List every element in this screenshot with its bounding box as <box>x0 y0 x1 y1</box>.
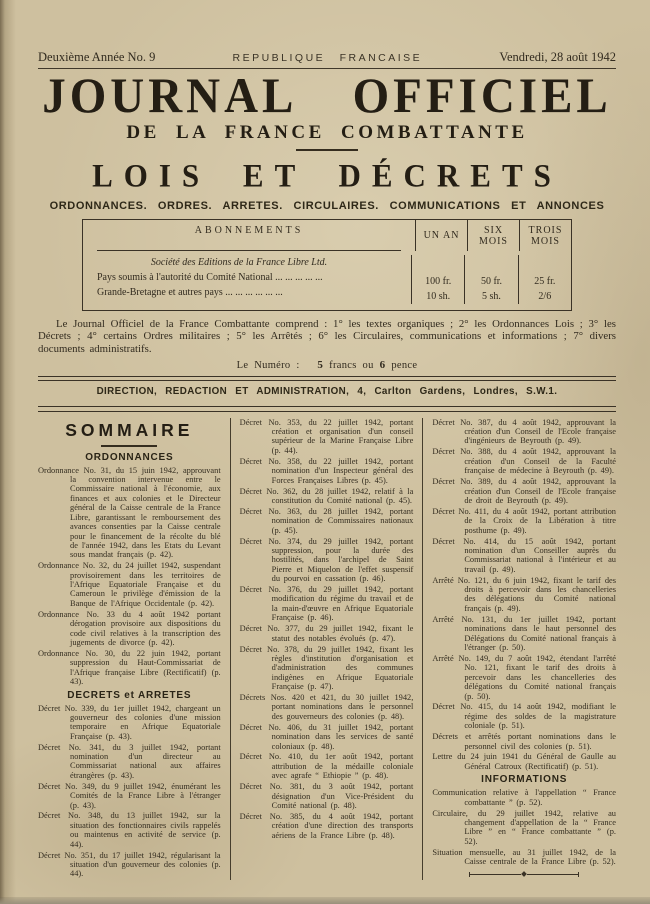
toc-entry: Décret No. 411, du 4 août 1942, portant attribution de la Croix de la Libération à titre posthume (p. 49). <box>432 506 616 535</box>
subscriptions-body <box>83 251 571 310</box>
section-title: LOIS ET DÉCRETS <box>92 156 562 194</box>
toc-entry: Décret No. 414, du 15 août 1942, portant nomination d'un Conseiller auprès du Commissariat national à l'intérieur et au travail (p. 49). <box>432 536 616 574</box>
toc-entry: Arrêté No. 149, du 7 août 1942, étendant l'arrêté No. 121, fixant le tarif des droits à percevoir dans les chancelleries des délégations du Comité national français (p. 50). <box>432 653 616 701</box>
table-row: Grande-Bretagne et autres pays ... ... ... ... ... ... <box>97 286 283 298</box>
toc-entry: Décret No. 385, du 4 août 1942, portant création d'une direction des transports aériens de la France Libre (p. 48). <box>239 811 414 840</box>
toc-entry: Ordonnance No. 30, du 22 juin 1942, portant suppression du Haut-Commissariat de l'Afrique française Libre (Rectificatif) (p. 43). <box>38 648 221 687</box>
end-divider <box>469 872 579 877</box>
toc-entry: Décret No. 349, du 9 juillet 1942, énumérant les Comités de la France Libre à l'étranger (p. 43). <box>38 781 221 810</box>
price-francs: 5 <box>317 358 324 371</box>
col-abonnements: ABONNEMENTS <box>97 220 401 251</box>
price-cell: 10 sh. <box>426 290 451 302</box>
toc-entry: Ordonnance No. 32, du 24 juillet 1942, suspendant provisoirement dans les territoires de l'Afrique Equatoriale Française et du Cameroun le privilège d'émission de la Banque de l'Afrique Occidentale (p. 42). <box>38 561 221 608</box>
col-un-an: UN AN <box>415 220 467 251</box>
toc-entry: Décret No. 377, du 29 juillet 1942, fixant le statut des notables évolués (p. 47). <box>239 624 414 643</box>
title-divider <box>296 149 358 151</box>
toc-entry: Décret No. 341, du 3 juillet 1942, portant nomination d'un directeur au Commissariat national aux affaires étrangères (p. 43). <box>38 742 221 780</box>
section-kinds: ORDONNANCES. ORDRES. ARRETES. CIRCULAIRES. COMMUNICATIONS ET ANNONCES <box>49 199 605 212</box>
toc-entry: Décrets et arrêtés portant nominations dans le personnel civil des colonies (p. 51). <box>432 732 616 751</box>
sommaire-title: SOMMAIRE <box>65 419 194 440</box>
toc-entry: Décret No. 406, du 31 juillet 1942, portant nomination dans les services de santé coloniaux (p. 48). <box>239 722 414 751</box>
toc-entry: Décret No. 358, du 22 juillet 1942, portant nomination d'un Inspecteur général des Forces Françaises Libres (p. 45). <box>239 456 414 485</box>
price-label: Le Numéro : <box>236 359 300 371</box>
toc-entry: Décret No. 389, du 4 août 1942, approuvant la création d'un Conseil de l'Ecole française de droit de Beyrouth (p. 49). <box>432 477 616 505</box>
toc-entry: Décret No. 410, du 1er août 1942, portant attribution de la médaille coloniale avec agrafe “ Ethiopie ” (p. 48). <box>239 752 414 781</box>
price-col-trois-mois <box>518 255 571 304</box>
toc-entry: Décret No. 388, du 4 août 1942, approuvant la création d'un Conseil de la Faculté française de médecine à Beyrouth (p. 49). <box>432 447 616 476</box>
publisher-name: Société des Editions de la France Libre Ltd. <box>150 256 328 268</box>
toc-entry: Décret No. 363, du 28 juillet 1942, portant nomination de Commissaires nationaux (p. 45). <box>239 506 414 535</box>
toc-entry: Décret No. 415, du 14 août 1942, modifiant le régime des soldes de la magistrature coloniale (p. 51). <box>432 702 616 731</box>
col-trois-mois: TROIS MOIS <box>519 220 571 251</box>
toc-heading-informations: INFORMATIONS <box>481 774 568 786</box>
sommaire-column-1 <box>38 418 231 881</box>
toc-entry: Décret No. 387, du 4 août 1942, approuvant la création d'un Conseil de l'Ecole française d'ingénieurs de Beyrouth (p. 49). <box>432 417 616 446</box>
toc-heading-decrets-arretes: DECRETS et ARRETES <box>67 689 192 701</box>
double-rule-bottom <box>38 406 616 412</box>
toc-heading-ordonnances: ORDONNANCES <box>85 451 174 463</box>
subscriptions-table <box>82 219 572 311</box>
toc-entry: Arrêté No. 121, du 6 juin 1942, fixant le tarif des droits à percevoir dans les chancelleries des délégations du Comité national français (p. 49). <box>432 575 616 613</box>
price-cell: 100 fr. <box>425 275 452 287</box>
sommaire-column-2 <box>231 418 424 881</box>
price-cell: 50 fr. <box>480 275 503 287</box>
toc-entry: Décret No. 362, du 28 juillet 1942, relatif à la constitution du Comité national (p. 45). <box>239 486 414 505</box>
price-cell: 5 sh. <box>482 290 501 302</box>
price-cell: 25 fr. <box>534 275 556 287</box>
toc-entry: Ordonnance No. 33 du 4 août 1942 portant dérogation provisoire aux dispositions du code civil relatives à la transcription des jugements de divorce (p. 42). <box>38 609 221 647</box>
masthead-row <box>38 50 616 65</box>
sommaire-title-rule <box>101 445 157 447</box>
toc-entry: Décrets Nos. 420 et 421, du 30 juillet 1942, portant nominations dans le personnel des gouverneurs des colonies (p. 48). <box>239 693 414 721</box>
toc-entry: Communication relative à l'appellation “ France combattante ” (p. 52). <box>432 788 616 807</box>
toc-entry: Décret No. 351, du 17 juillet 1942, régularisant la situation d'un gouverneur des colonies (p. 44). <box>38 850 221 879</box>
toc-entry: Décret No. 348, du 13 juillet 1942, sur la situation des fonctionnaires civils rappelés ou maintenus en activité de service (p. 44). <box>38 811 221 849</box>
direction-address: DIRECTION, REDACTION ET ADMINISTRATION, 4, Carlton Gardens, Londres, S.W.1. <box>96 386 558 398</box>
subscriptions-labels <box>83 255 411 304</box>
subscriptions-prices <box>411 255 571 304</box>
price-col-six-mois <box>464 255 517 304</box>
toc-entry: Décret No. 353, du 22 juillet 1942, portant création et organisation d'un conseil supérieur de la Marine Française Libre (p. 44). <box>239 417 414 455</box>
col-six-mois: SIX MOIS <box>467 220 519 251</box>
sommaire-section <box>38 418 616 881</box>
issue-date: Vendredi, 28 août 1942 <box>499 50 616 64</box>
republic-label: REPUBLIQUE FRANCAISE <box>232 52 423 64</box>
contents-notice: Le Journal Officiel de la France Combattante comprend : 1° les textes organiques ; 2° les Ordonnances Lois ; 3° les Décrets ; 4° certains Ordres militaires ; 5° les Arrêtés ; 6° les Circulaires, communications et informations ; 7° divers documents administratifs. <box>38 317 616 356</box>
toc-entry: Décret No. 376, du 29 juillet 1942, portant modification du régime du travail et de la main-d'œuvre en Afrique Equatoriale Française (p. 46). <box>239 585 414 623</box>
price-line: Le Numéro : 5 francs ou 6 pence <box>236 358 418 371</box>
toc-entry: Décret No. 378, du 29 juillet 1942, fixant les règles d'institution d'organisation et d'administration des communes indigènes en Afrique Equatoriale Française (p. 47). <box>239 644 414 692</box>
toc-entry: Arrêté No. 131, du 1er juillet 1942, portant nominations dans le haut personnel des Délégations du Comité national français à l'étranger (p. 50). <box>432 614 616 652</box>
journal-subtitle: DE LA FRANCE COMBATTANTE <box>126 121 528 143</box>
toc-entry: Situation mensuelle, au 31 juillet 1942, de la Caisse centrale de la France Libre (p. 52). <box>432 847 616 867</box>
price-cell: 2/6 <box>538 290 552 302</box>
toc-entry: Lettre du 24 juin 1941 du Général de Gaulle au Général Catroux (Rectificatif) (p. 51). <box>432 752 616 771</box>
price-col-un-an <box>411 255 464 304</box>
price-pence: 6 <box>379 358 386 371</box>
toc-entry: Circulaire, du 29 juillet 1942, relative au changement d'appellation de la “ France Libre ” en “ France combattante ” (p. 52). <box>432 808 616 846</box>
toc-entry: Ordonnance No. 31, du 15 juin 1942, approuvant la convention intervenue entre le Commissaire national à l'économie, aux finances et aux colonies et le Directeur général de la Caisse centrale de la France Libre, garantissant le remboursement des avances consenties par la Caisse centrale pour le financement de la récolte du blé de l'année 1942, dans les Etats du Levant sous mandat français (p. 42). <box>38 465 221 560</box>
toc-entry: Décret No. 339, du 1er juillet 1942, chargeant un gouverneur des colonies d'une mission temporaire en Afrique Equatoriale Française (p. 43). <box>38 703 221 741</box>
table-row: Pays soumis à l'autorité du Comité National ... ... ... ... ... <box>97 271 323 283</box>
journal-title: JOURNAL OFFICIEL <box>42 68 612 124</box>
toc-entry: Décret No. 381, du 3 août 1942, portant désignation d'un Vice-Président du Comité national (p. 48). <box>239 782 414 810</box>
edition-number: Deuxième Année No. 9 <box>38 50 156 64</box>
sommaire-column-3 <box>423 418 616 881</box>
toc-entry: Décret No. 374, du 29 juillet 1942, portant suppression, pour la durée des hostilités, dans l'archipel de Saint Pierre et Miquelon de l'effet suspensif du pourvoi en cassation (p. 46). <box>239 536 414 584</box>
subscriptions-header <box>83 220 571 251</box>
